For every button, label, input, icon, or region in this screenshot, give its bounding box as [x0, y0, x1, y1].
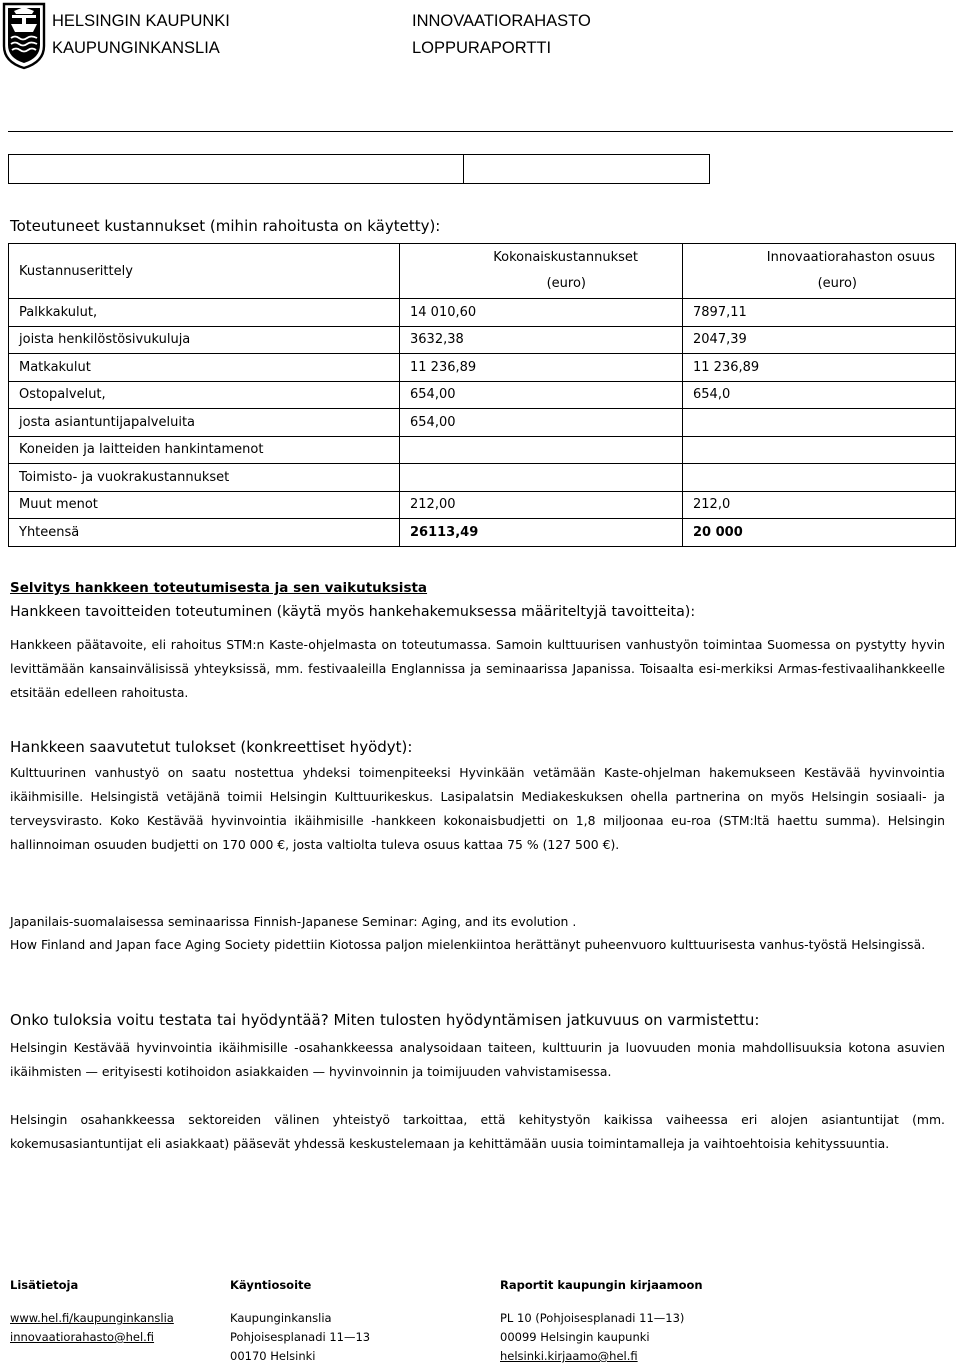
- goals-text: Hankkeen päätavoite, eli rahoitus STM:n Kaste-ohjelmasta on toteutumassa. Samoin kulttuurisen vanhustyön toimintaa Suomessa on pystytty hyvin levittämään kansainvälisissä yhteyksissä, mm. festivaaleilla Englannissa ja seminaarissa Japanissa. Toisaalta esi-merkiksi Armas-festivaalihankkeelle etsitään edelleen rahoitusta.: [10, 637, 945, 700]
- testable-text-1: Helsingin Kestävää hyvinvointia ikäihmisille -osahankkeessa analysoidaan taiteen, kulttuurin ja luovuuden monia mahdollisuuksia kotona asuvien ikäihmisten — erityisesti kotihoidon asiakkaiden — hyvinvoinnin ja toimijuuden vahvistamisessa.: [10, 1040, 945, 1079]
- row-total: [400, 436, 683, 464]
- document-title: [412, 8, 591, 62]
- row-total: 654,00: [400, 409, 683, 437]
- empty-form-box: [8, 154, 710, 184]
- row-share: 11 236,89: [683, 354, 956, 382]
- helsinki-crest-logo: [2, 2, 46, 70]
- footer-visit-line-3: 00170 Helsinki: [230, 1349, 316, 1363]
- seminar-line-1: Japanilais-suomalaisessa seminaarissa Finnish-Japanese Seminar: Aging, and its evolution .: [10, 914, 577, 929]
- seminar-line-2: How Finland and Japan face Aging Society pidettiin Kiotossa paljon mielenkiintoa herättänyt puheenvuoro kulttuurisesta vanhus-työstä Helsingissä.: [10, 937, 926, 952]
- table-row: [9, 326, 956, 354]
- table-row: [9, 436, 956, 464]
- row-total: 212,00: [400, 491, 683, 519]
- footer-visit-line-1: Kaupunginkanslia: [230, 1311, 332, 1325]
- costs-table: [8, 243, 956, 547]
- row-label: Yhteensä: [9, 519, 400, 547]
- row-label: Muut menot: [9, 491, 400, 519]
- table-row: [9, 409, 956, 437]
- table-row: [9, 299, 956, 327]
- row-total: 654,00: [400, 381, 683, 409]
- table-row: [9, 354, 956, 382]
- doc-line-2: LOPPURAPORTTI: [412, 39, 552, 57]
- row-label: Palkkakulut,: [9, 299, 400, 327]
- row-label: joista henkilöstösivukuluja: [9, 326, 400, 354]
- header-fund-share: Innovaatiorahaston osuus (euro): [683, 244, 956, 299]
- footer-visit-line-2: Pohjoisesplanadi 11—13: [230, 1330, 371, 1344]
- footer-col-info: [10, 1276, 174, 1347]
- footer-visit-heading: Käyntiosoite: [230, 1278, 312, 1292]
- row-share: 7897,11: [683, 299, 956, 327]
- org-line-2: KAUPUNGINKANSLIA: [52, 39, 220, 57]
- row-share: 212,0: [683, 491, 956, 519]
- header-total-cost: Kokonaiskustannukset (euro): [400, 244, 683, 299]
- footer-website-link[interactable]: www.hel.fi/kaupunginkanslia: [10, 1311, 174, 1325]
- row-share: 20 000: [683, 519, 956, 547]
- footer-info-heading: Lisätietoja: [10, 1278, 79, 1292]
- footer-col-visit: [230, 1276, 370, 1366]
- row-label: josta asiantuntijapalveluita: [9, 409, 400, 437]
- goals-title: Hankkeen tavoitteiden toteutuminen (käytä myös hankehakemuksessa määriteltyjä tavoitteita):: [10, 604, 696, 620]
- table-row: [9, 464, 956, 492]
- footer-reports-line-1: PL 10 (Pohjoisesplanadi 11—13): [500, 1311, 685, 1325]
- row-label: Toimisto- ja vuokrakustannukset: [9, 464, 400, 492]
- table-row-total: [9, 519, 956, 547]
- org-line-1: HELSINGIN KAUPUNKI: [52, 12, 230, 30]
- testable-title: Onko tuloksia voitu testata tai hyödyntää? Miten tulosten hyödyntämisen jatkuvuus on varmistettu:: [10, 1011, 760, 1029]
- org-name: [52, 8, 230, 62]
- row-total: 11 236,89: [400, 354, 683, 382]
- costs-title: Toteutuneet kustannukset (mihin rahoitusta on käytetty):: [10, 217, 441, 235]
- row-label: Matkakulut: [9, 354, 400, 382]
- testable-text-2: Helsingin osahankkeessa sektoreiden välinen yhteistyö tarkoittaa, että kehitystyön kaikissa vaiheessa eri alojen asiantuntijat (mm. kokemusasiantuntijat eli asiakkaat) pääsevät yhdessä keskustelemaan ja kehittämään uusia toimintamalleja ja vaihtoehtoisia kehityssuuntia.: [10, 1112, 945, 1151]
- row-label: Koneiden ja laitteiden hankintamenot: [9, 436, 400, 464]
- footer-email-link[interactable]: innovaatiorahasto@hel.fi: [10, 1330, 155, 1344]
- row-total: 14 010,60: [400, 299, 683, 327]
- row-total: 26113,49: [400, 519, 683, 547]
- row-share: 2047,39: [683, 326, 956, 354]
- header-cost-item: Kustannuserittely: [9, 244, 400, 299]
- row-share: 654,0: [683, 381, 956, 409]
- footer-reports-heading: Raportit kaupungin kirjaamoon: [500, 1278, 703, 1292]
- row-share: [683, 464, 956, 492]
- costs-header-row: [9, 244, 956, 299]
- row-total: [400, 464, 683, 492]
- footer-registry-email-link[interactable]: helsinki.kirjaamo@hel.fi: [500, 1349, 638, 1363]
- row-share: [683, 436, 956, 464]
- table-row: [9, 491, 956, 519]
- row-share: [683, 409, 956, 437]
- empty-form-box-divider: [463, 155, 464, 183]
- selvitys-title: Selvitys hankkeen toteutumisesta ja sen vaikutuksista: [10, 580, 428, 596]
- doc-line-1: INNOVAATIORAHASTO: [412, 12, 591, 30]
- row-label: Ostopalvelut,: [9, 381, 400, 409]
- results-title: Hankkeen saavutetut tulokset (konkreettiset hyödyt):: [10, 738, 413, 756]
- row-total: 3632,38: [400, 326, 683, 354]
- table-row: [9, 381, 956, 409]
- footer-col-reports: [500, 1276, 703, 1366]
- header-rule: [8, 131, 953, 132]
- footer-reports-line-2: 00099 Helsingin kaupunki: [500, 1330, 650, 1344]
- results-text: Kulttuurinen vanhustyö on saatu nostettua yhdeksi toimenpiteeksi Hyvinkään vetämään Kaste-ohjelman hakemukseen Kestävää hyvinvointia ikäihmisille. Helsingistä vetäjänä toimii Helsingin Kulttuurikeskus. Lasipalatsin Mediakeskuksen ohella partnerina on myös Helsingin sosiaali- ja terveysvirasto. Koko Kestävää hyvinvointia ikäihmisille -hankkeen kokonaisbudjetti on 1,8 miljoonaa eu-roa (STM:ltä haettu summa). Helsingin hallinnoiman osuuden budjetti on 170 000 €, josta valtiolta tuleva osuus kattaa 75 % (127 500 €).: [10, 765, 945, 852]
